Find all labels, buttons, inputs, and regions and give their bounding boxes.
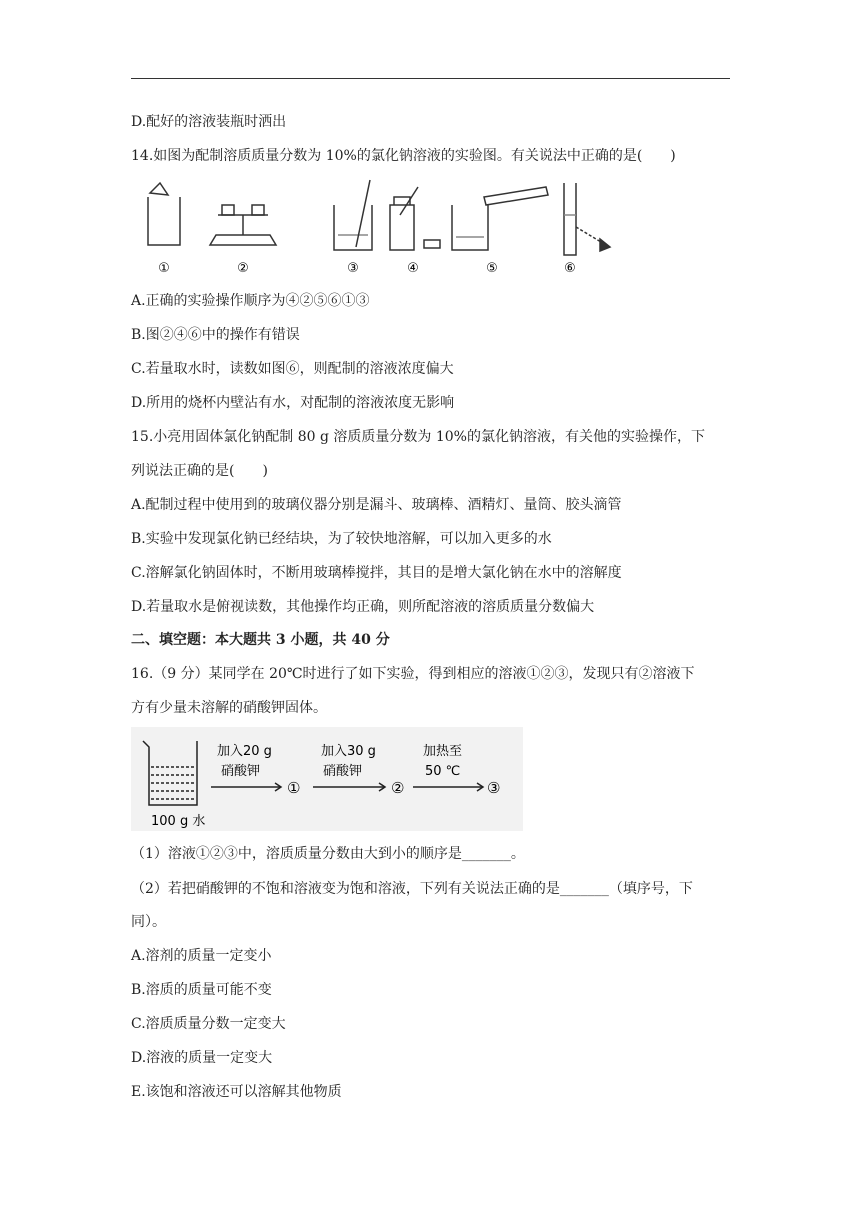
fig16-result-1: ①: [287, 779, 301, 797]
q14-figure: [138, 175, 618, 280]
q16-stem-line1: 16.（9 分）某同学在 20℃时进行了如下实验，得到相应的溶液①②③，发现只有②溶液下: [131, 666, 695, 682]
section-heading: 二、填空题：本大题共 3 小题，共 40 分: [131, 632, 390, 648]
q14-option-a: A.正确的实验操作顺序为④②⑤⑥①③: [131, 293, 370, 309]
fig16-step3-line1: 加热至: [423, 744, 463, 759]
q14-option-d: D.所用的烧杯内壁沾有水，对配制的溶液浓度无影响: [131, 395, 455, 411]
fig16-water-label: 100 g 水: [151, 814, 206, 829]
q15-option-c: C.溶解氯化钠固体时，不断用玻璃棒搅拌，其目的是增大氯化钠在水中的溶解度: [131, 565, 622, 581]
q16-sub2-line2: 同）。: [131, 914, 166, 930]
fig16-result-2: ②: [391, 779, 405, 797]
q15-stem-line2: 列说法正确的是( ): [131, 463, 268, 479]
q13-option-d: D.配好的溶液装瓶时洒出: [131, 114, 287, 130]
fig16-step2-line2: 硝酸钾: [323, 764, 363, 779]
fig16-result-3: ③: [487, 779, 501, 797]
q16-sub2-line1: （2）若把硝酸钾的不饱和溶液变为饱和溶液，下列有关说法正确的是_______（填序号，下: [131, 881, 693, 897]
fig16-step2-line1: 加入30 g: [321, 744, 376, 759]
q16-option-d: D.溶液的质量一定变大: [131, 1050, 273, 1066]
q16-figure: [131, 727, 523, 831]
q15-option-b: B.实验中发现氯化钠已经结块，为了较快地溶解，可以加入更多的水: [131, 531, 552, 547]
q15-option-d: D.若量取水是俯视读数，其他操作均正确，则所配溶液的溶质质量分数偏大: [131, 599, 595, 615]
fig14-label-6: ⑥: [564, 261, 576, 276]
fig16-step1-line1: 加入20 g: [217, 744, 272, 759]
q15-option-a: A.配制过程中使用到的玻璃仪器分别是漏斗、玻璃棒、酒精灯、量筒、胶头滴管: [131, 497, 622, 513]
q16-option-e: E.该饱和溶液还可以溶解其他物质: [131, 1084, 342, 1100]
q14-option-b: B.图②④⑥中的操作有错误: [131, 327, 300, 343]
fig16-step3-line2: 50 ℃: [425, 764, 461, 779]
fig14-label-4: ④: [407, 261, 419, 276]
fig14-label-5: ⑤: [486, 261, 498, 276]
fig14-label-1: ①: [158, 261, 170, 276]
q14-option-c: C.若量取水时，读数如图⑥，则配制的溶液浓度偏大: [131, 361, 454, 377]
q15-stem-line1: 15.小亮用固体氯化钠配制 80 g 溶质质量分数为 10%的氯化钠溶液，有关他的实验操作，下: [131, 429, 705, 445]
q16-stem-line2: 方有少量未溶解的硝酸钾固体。: [131, 700, 327, 716]
q16-option-c: C.溶质质量分数一定变大: [131, 1016, 286, 1032]
q16-option-b: B.溶质的质量可能不变: [131, 982, 272, 998]
q16-option-a: A.溶剂的质量一定变小: [131, 948, 272, 964]
fig14-label-3: ③: [347, 261, 359, 276]
header-rule: [131, 78, 730, 79]
fig16-step1-line2: 硝酸钾: [221, 764, 261, 779]
fig14-label-2: ②: [237, 261, 249, 276]
q14-stem: 14.如图为配制溶质质量分数为 10%的氯化钠溶液的实验图。有关说法中正确的是( ): [131, 148, 676, 164]
q16-sub1: （1）溶液①②③中，溶质质量分数由大到小的顺序是_______。: [131, 846, 525, 862]
